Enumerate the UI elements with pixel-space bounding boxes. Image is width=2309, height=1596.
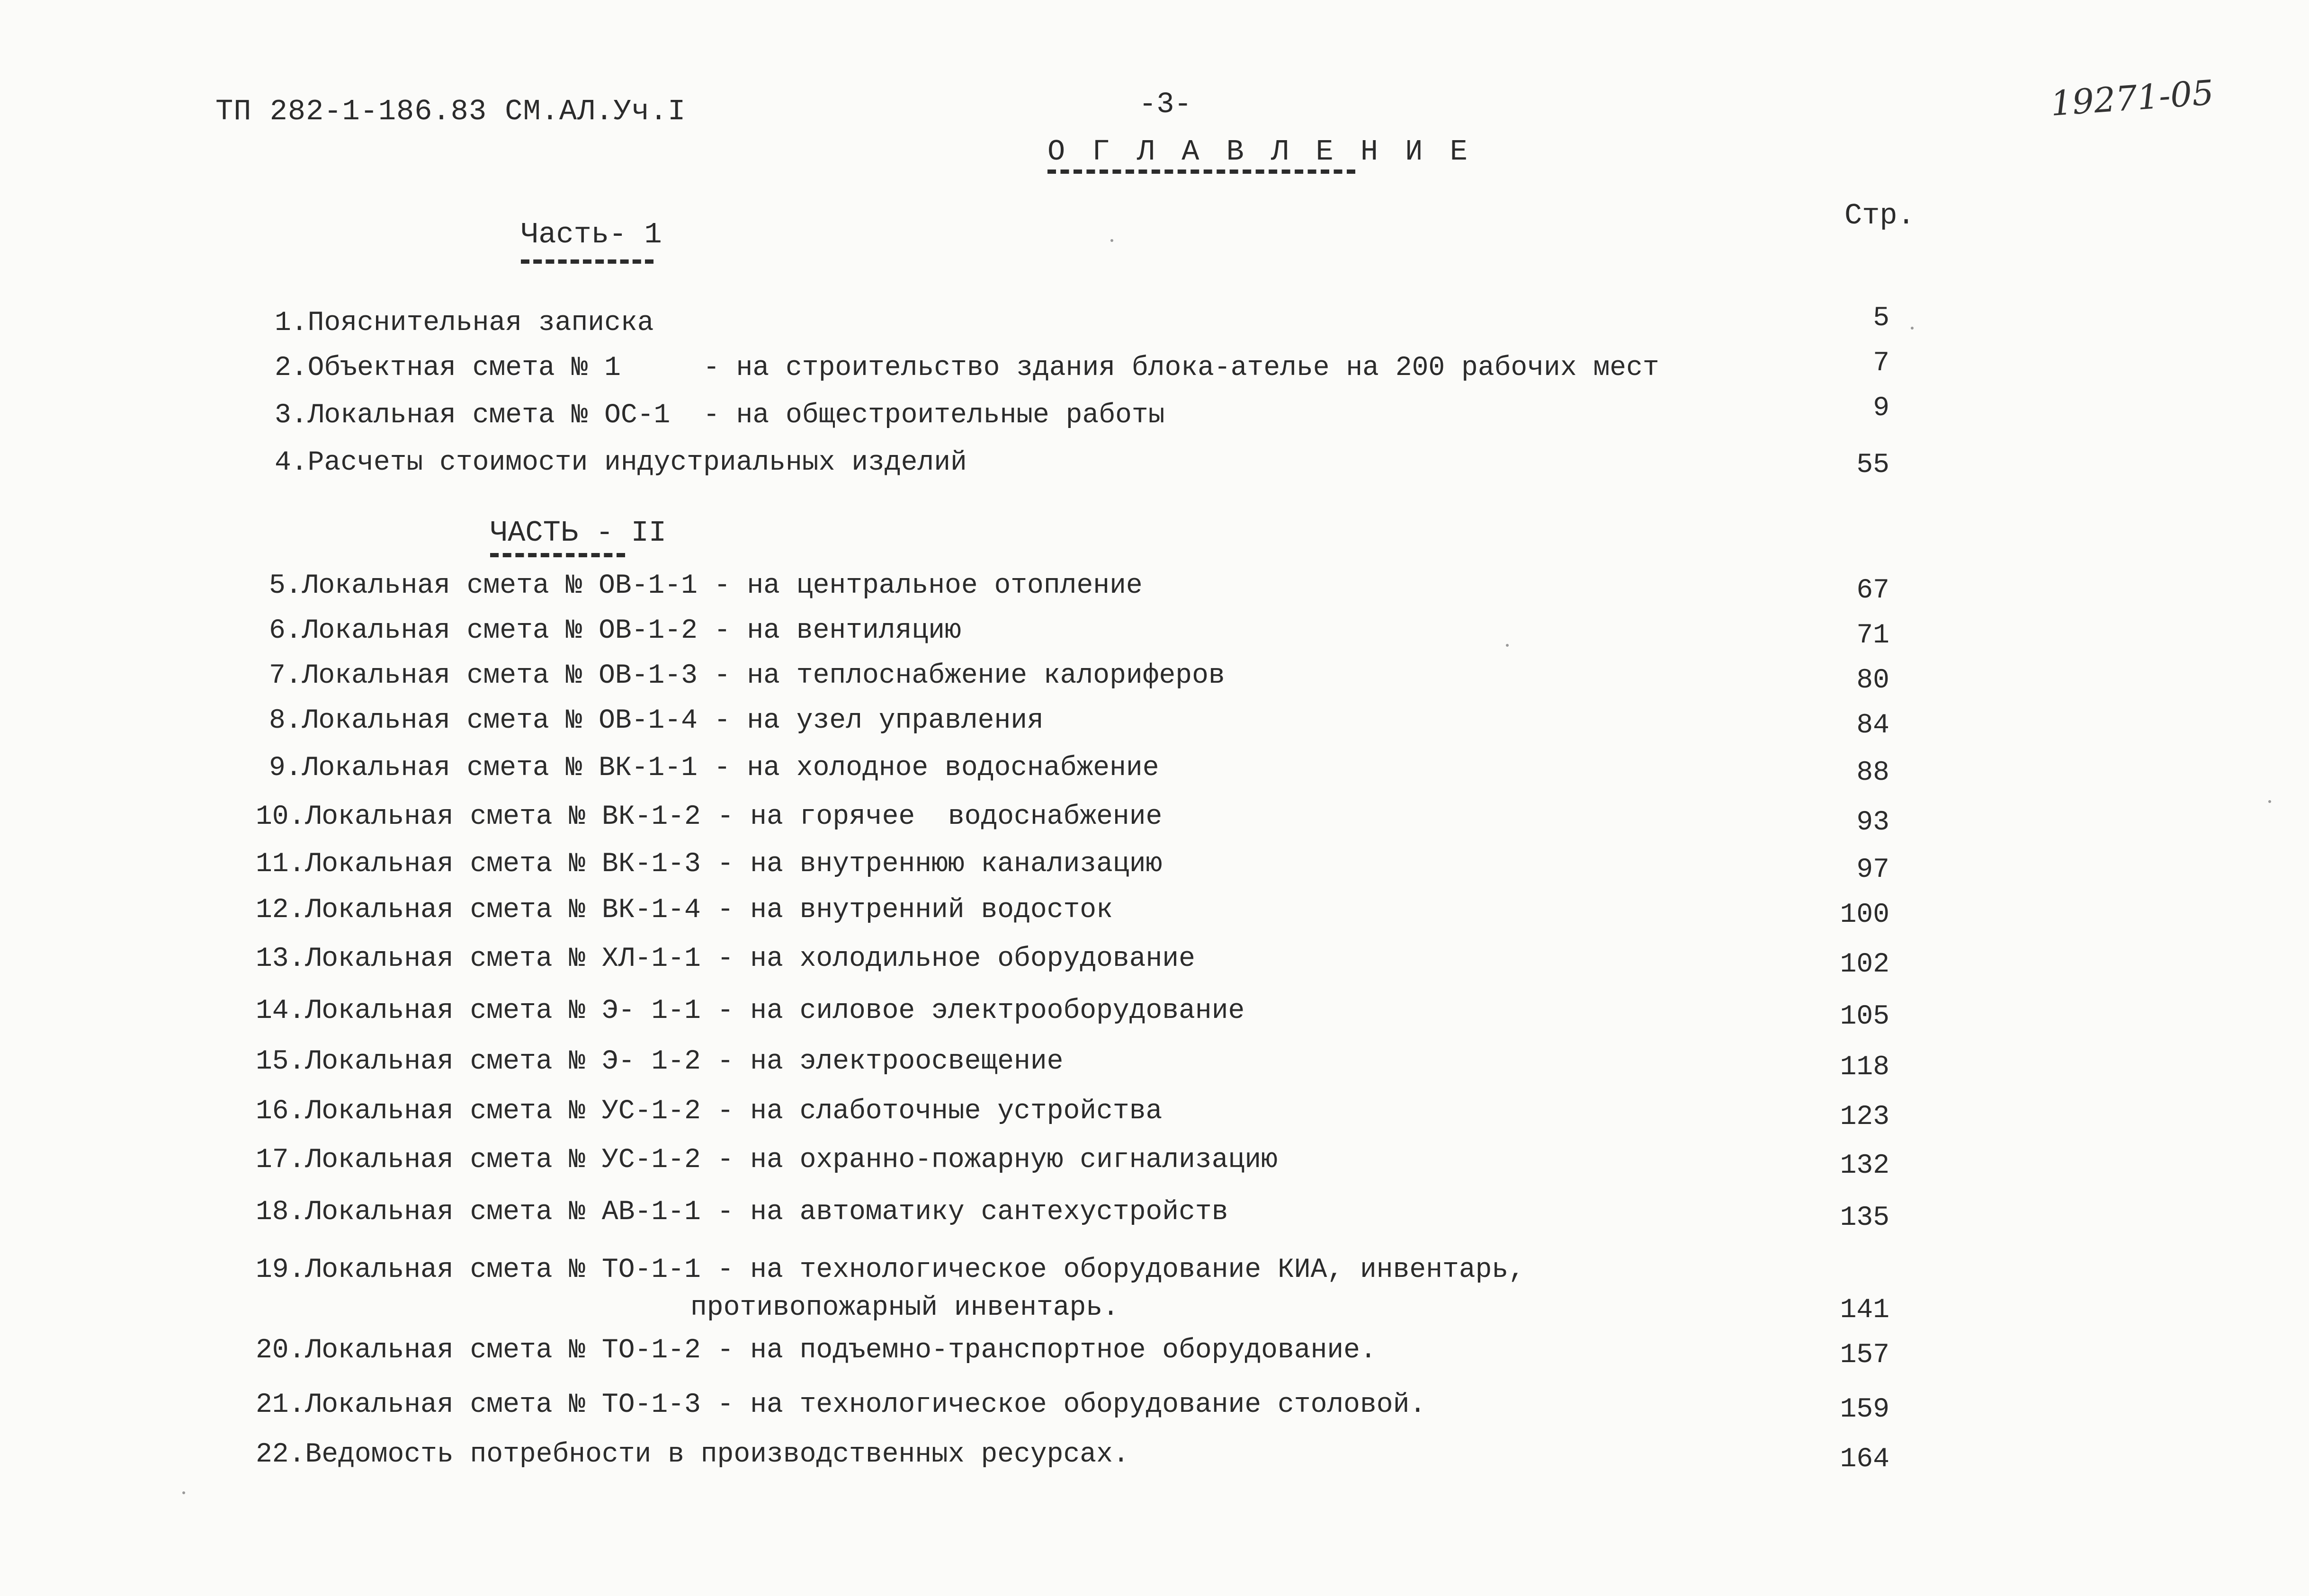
- toc-page-number: 102: [1840, 949, 1889, 980]
- toc-entry: 22.Ведомость потребности в производственных ресурсах.: [256, 1439, 1129, 1470]
- page-number: -3-: [1139, 88, 1192, 121]
- toc-entry: 15.Локальная смета № Э- 1-2 - на электроосвещение: [256, 1046, 1064, 1077]
- scan-speck: [182, 1491, 185, 1494]
- toc-page-number: 97: [1856, 855, 1889, 885]
- toc-page-number: 159: [1840, 1394, 1889, 1425]
- toc-page-number: 164: [1840, 1444, 1889, 1475]
- toc-entry: 9.Локальная смета № ВК-1-1 - на холодное водоснабжение: [269, 753, 1159, 784]
- toc-entry: 20.Локальная смета № ТО-1-2 - на подъемно-транспортное оборудование.: [256, 1335, 1377, 1366]
- handwritten-code: 19271-05: [2049, 72, 2215, 124]
- toc-page-number: 105: [1840, 1001, 1889, 1032]
- toc-page-number: 157: [1840, 1340, 1889, 1371]
- part-2-underline: [490, 553, 625, 557]
- toc-page-number: 88: [1856, 758, 1889, 788]
- toc-entry: 8.Локальная смета № ОВ-1-4 - на узел управления: [269, 705, 1044, 736]
- toc-page-number: 55: [1856, 450, 1889, 481]
- part-2-heading: ЧАСТЬ - II: [490, 516, 667, 550]
- toc-entry: 14.Локальная смета № Э- 1-1 - на силовое электрооборудование: [256, 996, 1245, 1026]
- part-1-heading: Часть- 1: [521, 218, 662, 251]
- toc-entry: 21.Локальная смета № ТО-1-3 - на технологическое оборудование столовой.: [256, 1390, 1426, 1420]
- scan-speck: [1110, 239, 1113, 242]
- toc-entry-continuation: противопожарный инвентарь.: [690, 1293, 1119, 1323]
- toc-entry: 12.Локальная смета № ВК-1-4 - на внутренний водосток: [256, 895, 1113, 926]
- toc-page-number: 118: [1840, 1052, 1889, 1083]
- toc-entry: 18.Локальная смета № АВ-1-1 - на автоматику сантехустройств: [256, 1197, 1228, 1228]
- title-underline: [1047, 169, 1355, 174]
- toc-page-number: 135: [1840, 1203, 1889, 1233]
- toc-page-number: 84: [1856, 710, 1889, 741]
- toc-page-number: 7: [1873, 348, 1889, 379]
- part-1-underline: [521, 259, 653, 264]
- toc-entry: 11.Локальная смета № ВК-1-3 - на внутреннюю канализацию: [256, 849, 1163, 880]
- toc-entry: 10.Локальная смета № ВК-1-2 - на горячее водоснабжение: [256, 802, 1163, 832]
- toc-page-number: 71: [1856, 620, 1889, 651]
- toc-entry: 4.Расчеты стоимости индустриальных изделий: [275, 447, 967, 478]
- document-code: ТП 282-1-186.83 СМ.АЛ.Уч.I: [215, 95, 686, 128]
- toc-page-number: 93: [1856, 807, 1889, 838]
- toc-entry: 5.Локальная смета № ОВ-1-1 - на центральное отопление: [269, 571, 1143, 601]
- toc-page-number: 80: [1856, 665, 1889, 696]
- toc-entry: 1.Пояснительная записка: [275, 308, 654, 339]
- scan-speck: [2268, 800, 2271, 803]
- page-title: О Г Л А В Л Е Н И Е: [1047, 135, 1472, 169]
- toc-page-number: 67: [1856, 575, 1889, 606]
- toc-page-number: 141: [1840, 1295, 1889, 1326]
- toc-page-number: 5: [1873, 303, 1889, 334]
- toc-entry: 3.Локальная смета № ОС-1 - на общестроительные работы: [275, 400, 1165, 431]
- toc-page-number: 132: [1840, 1150, 1889, 1181]
- toc-page-number: 123: [1840, 1102, 1889, 1132]
- toc-entry: 19.Локальная смета № ТО-1-1 - на технологическое оборудование КИА, инвентарь,: [256, 1255, 1525, 1285]
- toc-entry: 7.Локальная смета № ОВ-1-3 - на теплоснабжение калориферов: [269, 660, 1225, 691]
- scan-speck: [1911, 327, 1914, 330]
- scan-speck: [1506, 644, 1509, 647]
- toc-page-number: 9: [1873, 393, 1889, 424]
- toc-entry: 13.Локальная смета № ХЛ-1-1 - на холодильное оборудование: [256, 944, 1195, 974]
- toc-entry: 6.Локальная смета № ОВ-1-2 - на вентиляцию: [269, 615, 961, 646]
- toc-page-number: 100: [1840, 900, 1889, 930]
- toc-entry: 17.Локальная смета № УС-1-2 - на охранно-пожарную сигнализацию: [256, 1145, 1278, 1176]
- toc-entry: 16.Локальная смета № УС-1-2 - на слаботочные устройства: [256, 1096, 1163, 1127]
- page-column-label: Стр.: [1844, 199, 1915, 232]
- toc-entry: 2.Объектная смета № 1 - на строительство здания блока-ателье на 200 рабочих мест: [275, 353, 1659, 383]
